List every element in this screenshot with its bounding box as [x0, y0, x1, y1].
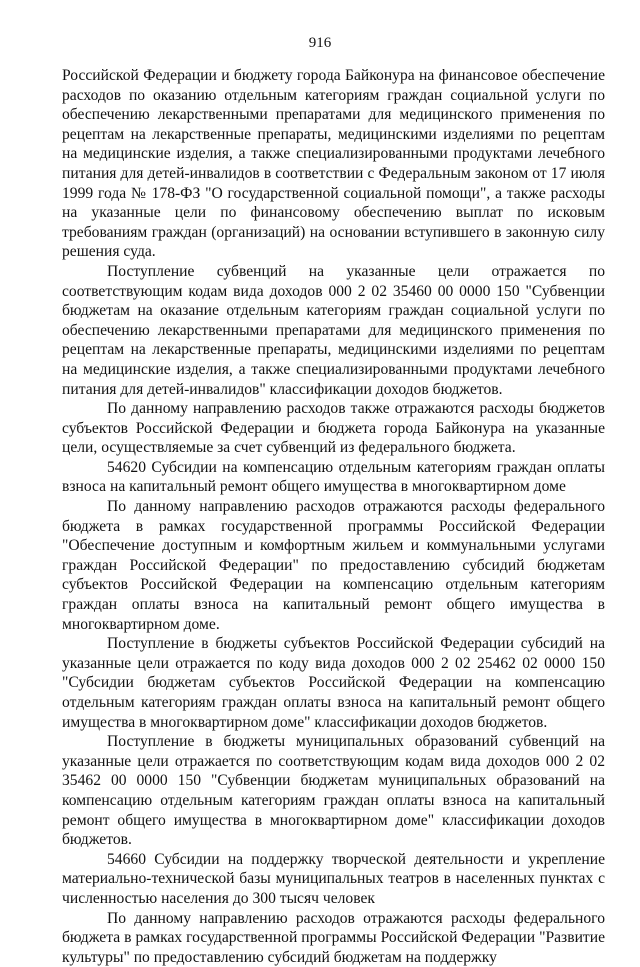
section-heading-54620: 54620 Субсидии на компенсацию отдельным категориям граждан оплаты взноса на капитальный ремонт общего имущества в многоквартирном доме: [62, 458, 605, 496]
paragraph-54660-expenses: По данному направлению расходов отражаются расходы федерального бюджета в рамках государственной программы Российской Федерации "Развитие культуры" по предоставлению субсидий бюджетам на поддержку: [62, 909, 605, 966]
paragraph-regional-expenses: По данному направлению расходов также отражаются расходы бюджетов субъектов Российской Федерации и бюджета города Байконура на указанные цели, осуществляемые за счет субвенций из федерального бюджета.: [62, 400, 605, 457]
paragraph-54620-subsidy-receipt: Поступление в бюджеты субъектов Российской Федерации субсидий на указанные цели отражается по коду вида доходов 000 2 02 25462 02 0000 150 "Субсидии бюджетам субъектов Российской Федерации на компенсацию отдельным категориям граждан оплаты взноса на капитальный ремонт общего имущества в многоквартирном доме" классификации доходов бюджетов.: [62, 635, 605, 731]
page-number: 916: [308, 35, 332, 51]
document-body: [62, 66, 605, 967]
paragraph-continuation: Российской Федерации и бюджету города Байконура на финансовое обеспечение расходов по оказанию отдельным категориям граждан социальной услуги по обеспечению лекарственными препаратами для медицинского применения по рецептам на лекарственные препараты, медицинскими изделиями по рецептам на медицинские изделия, а также специализированными продуктами лечебного питания для детей-инвалидов в соответствии с Федеральным законом от 17 июля 1999 года № 178-ФЗ "О государственной социальной помощи", а также расходы на указанные цели по финансовому обеспечению выплат по исковым требованиям граждан (организаций) на основании вступившего в законную силу решения суда.: [62, 67, 605, 261]
section-heading-54660: 54660 Субсидии на поддержку творческой деятельности и укрепление материально-технической базы муниципальных театров в населенных пунктах с численностью населения до 300 тысяч человек: [62, 850, 605, 907]
paragraph-54620-expenses: По данному направлению расходов отражаются расходы федерального бюджета в рамках государственной программы Российской Федерации "Обеспечение доступным и комфортным жильем и коммунальными услугами граждан Российской Федерации" по предоставлению субсидий бюджетам субъектов Российской Федерации на компенсацию отдельным категориям граждан оплаты взноса на капитальный ремонт общего имущества в многоквартирном доме.: [62, 498, 605, 633]
paragraph-54620-municipal-receipt: Поступление в бюджеты муниципальных образований субвенций на указанные цели отражается по соответствующим кодам вида доходов 000 2 02 35462 00 0000 150 "Субвенции бюджетам муниципальных образований на компенсацию отдельным категориям граждан оплаты взноса на капитальный ремонт общего имущества в многоквартирном доме" классификации доходов бюджетов.: [62, 733, 605, 849]
paragraph-subvention-receipt: Поступление субвенций на указанные цели отражается по соответствующим кодам вида доходов 000 2 02 35460 00 0000 150 "Субвенции бюджетам на оказание отдельным категориям граждан социальной услуги по обеспечению лекарственными препаратами для медицинского применения по рецептам на лекарственные препараты, медицинскими изделиями по рецептам на медицинские изделия, а также специализированными продуктами лечебного питания для детей-инвалидов" классификации доходов бюджетов.: [62, 262, 605, 398]
